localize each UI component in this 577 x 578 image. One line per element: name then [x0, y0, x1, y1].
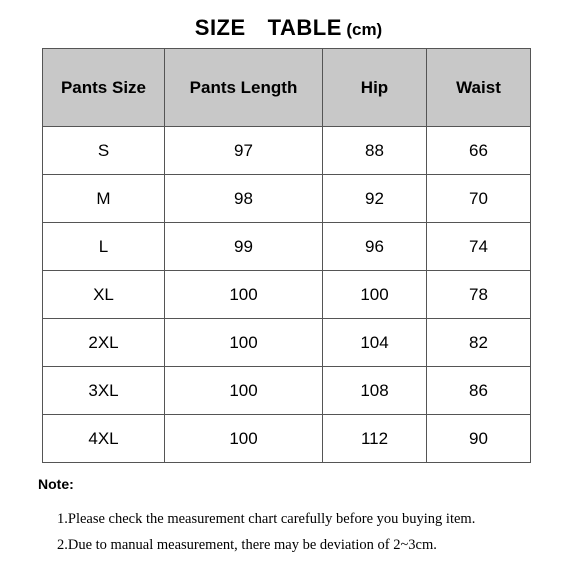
- table-header-row: [43, 49, 531, 127]
- cell-waist: 78: [427, 271, 531, 319]
- cell-hip: 92: [323, 175, 427, 223]
- page-title: [0, 14, 577, 45]
- table-row: [43, 319, 531, 367]
- table-row: [43, 367, 531, 415]
- header-pants-length: Pants Length: [165, 49, 323, 127]
- cell-hip: 108: [323, 367, 427, 415]
- cell-waist: 86: [427, 367, 531, 415]
- cell-size: 4XL: [43, 415, 165, 463]
- cell-length: 100: [165, 367, 323, 415]
- note-line-1: 1.Please check the measurement chart carefully before you buying item.: [57, 511, 476, 527]
- cell-hip: 104: [323, 319, 427, 367]
- cell-waist: 74: [427, 223, 531, 271]
- cell-hip: 100: [323, 271, 427, 319]
- note-line-2: 2.Due to manual measurement, there may be deviation of 2~3cm.: [57, 537, 437, 553]
- title-unit: (cm): [346, 20, 383, 39]
- cell-size: XL: [43, 271, 165, 319]
- cell-size: 3XL: [43, 367, 165, 415]
- header-pants-size: Pants Size: [43, 49, 165, 127]
- cell-hip: 112: [323, 415, 427, 463]
- header-hip: Hip: [323, 49, 427, 127]
- title-table: TABLE: [267, 15, 342, 40]
- cell-length: 97: [165, 127, 323, 175]
- header-waist: Waist: [427, 49, 531, 127]
- size-table: [42, 48, 531, 463]
- cell-length: 99: [165, 223, 323, 271]
- cell-size: L: [43, 223, 165, 271]
- cell-length: 100: [165, 271, 323, 319]
- cell-waist: 70: [427, 175, 531, 223]
- table-row: [43, 415, 531, 463]
- cell-length: 100: [165, 415, 323, 463]
- table-row: [43, 223, 531, 271]
- cell-hip: 96: [323, 223, 427, 271]
- table-row: [43, 271, 531, 319]
- cell-waist: 90: [427, 415, 531, 463]
- cell-length: 98: [165, 175, 323, 223]
- table-row: [43, 127, 531, 175]
- table-row: [43, 175, 531, 223]
- cell-hip: 88: [323, 127, 427, 175]
- cell-length: 100: [165, 319, 323, 367]
- note-label: Note:: [38, 476, 74, 492]
- cell-size: S: [43, 127, 165, 175]
- title-size: SIZE: [194, 15, 246, 40]
- cell-waist: 66: [427, 127, 531, 175]
- cell-waist: 82: [427, 319, 531, 367]
- cell-size: M: [43, 175, 165, 223]
- cell-size: 2XL: [43, 319, 165, 367]
